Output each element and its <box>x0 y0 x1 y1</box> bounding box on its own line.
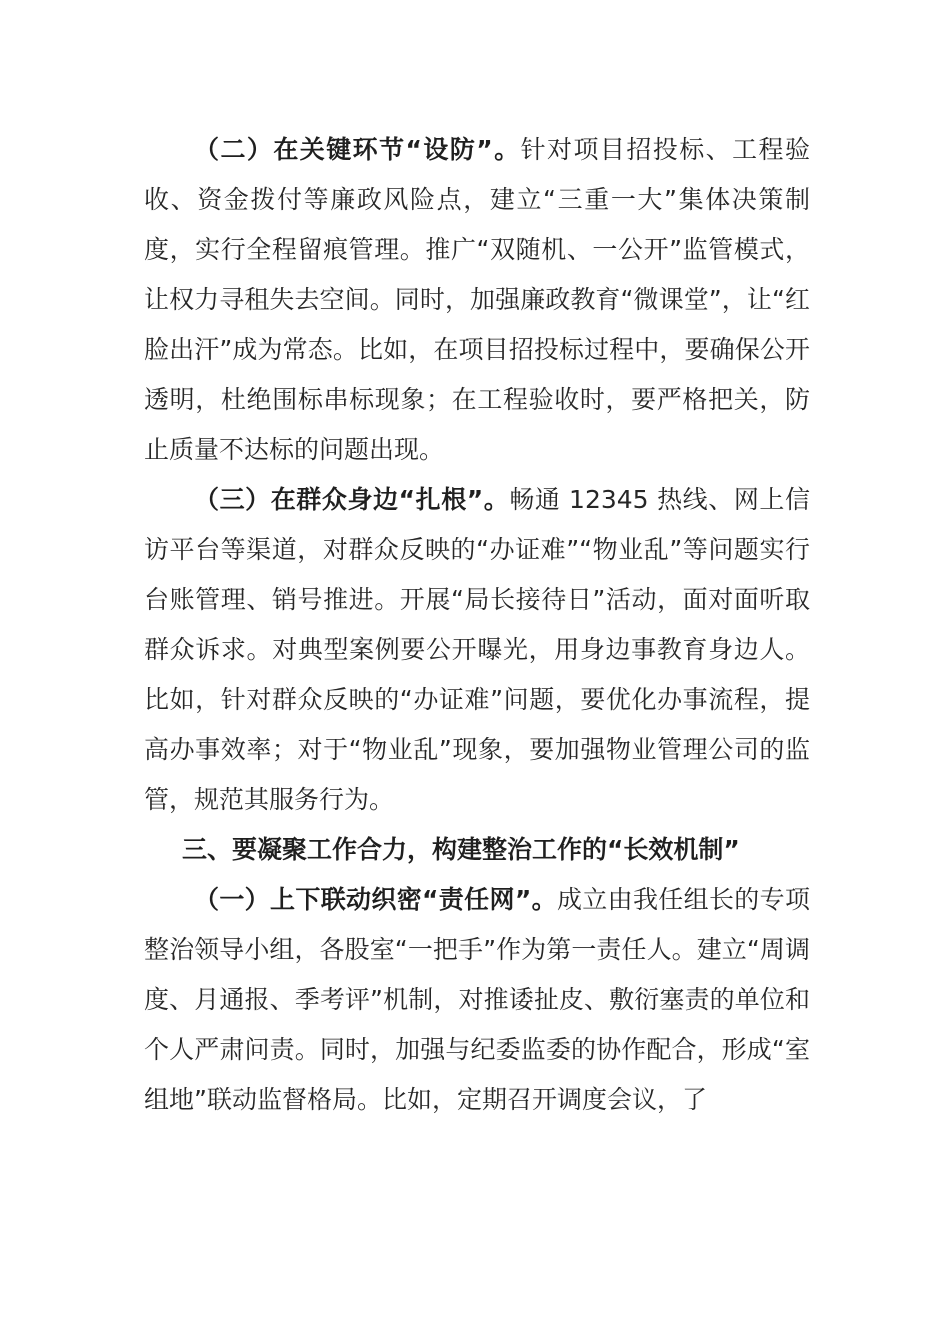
paragraph-lead: （二）在关键环节“设防”。 <box>194 135 521 164</box>
paragraph-responsibility-network <box>144 875 810 1125</box>
paragraph-text: 针对项目招投标、工程验收、资金拨付等廉政风险点，建立“三重一大”集体决策制度，实行全程留痕管理。推广“双随机、一公开”监管模式，让权力寻租失去空间。同时，加强廉政教育“微课堂”，让“红脸出汗”成为常态。比如，在项目招投标过程中，要确保公开透明，杜绝围标串标现象；在工程验收时，要严格把关，防止质量不达标的问题出现。 <box>144 135 810 464</box>
section-heading: 三、要凝聚工作合力，构建整治工作的“长效机制” <box>182 835 740 864</box>
paragraph-key-links <box>144 125 810 475</box>
paragraph-lead: （三）在群众身边“扎根”。 <box>194 485 510 514</box>
paragraph-grassroots <box>144 475 810 825</box>
paragraph-text: 畅通 12345 热线、网上信访平台等渠道，对群众反映的“办证难”“物业乱”等问题实行台账管理、销号推进。开展“局长接待日”活动，面对面听取群众诉求。对典型案例要公开曝光，用身边事教育身边人。比如，针对群众反映的“办证难”问题，要优化办事流程，提高办事效率；对于“物业乱”现象，要加强物业管理公司的监管，规范其服务行为。 <box>144 485 810 814</box>
document-body <box>144 125 810 1125</box>
paragraph-text: 成立由我任组长的专项整治领导小组，各股室“一把手”作为第一责任人。建立“周调度、月通报、季考评”机制，对推诿扯皮、敷衍塞责的单位和个人严肃问责。同时，加强与纪委监委的协作配合，形成“室组地”联动监督格局。比如，定期召开调度会议，了 <box>144 885 810 1114</box>
paragraph-lead: （一）上下联动织密“责任网”。 <box>194 885 557 914</box>
